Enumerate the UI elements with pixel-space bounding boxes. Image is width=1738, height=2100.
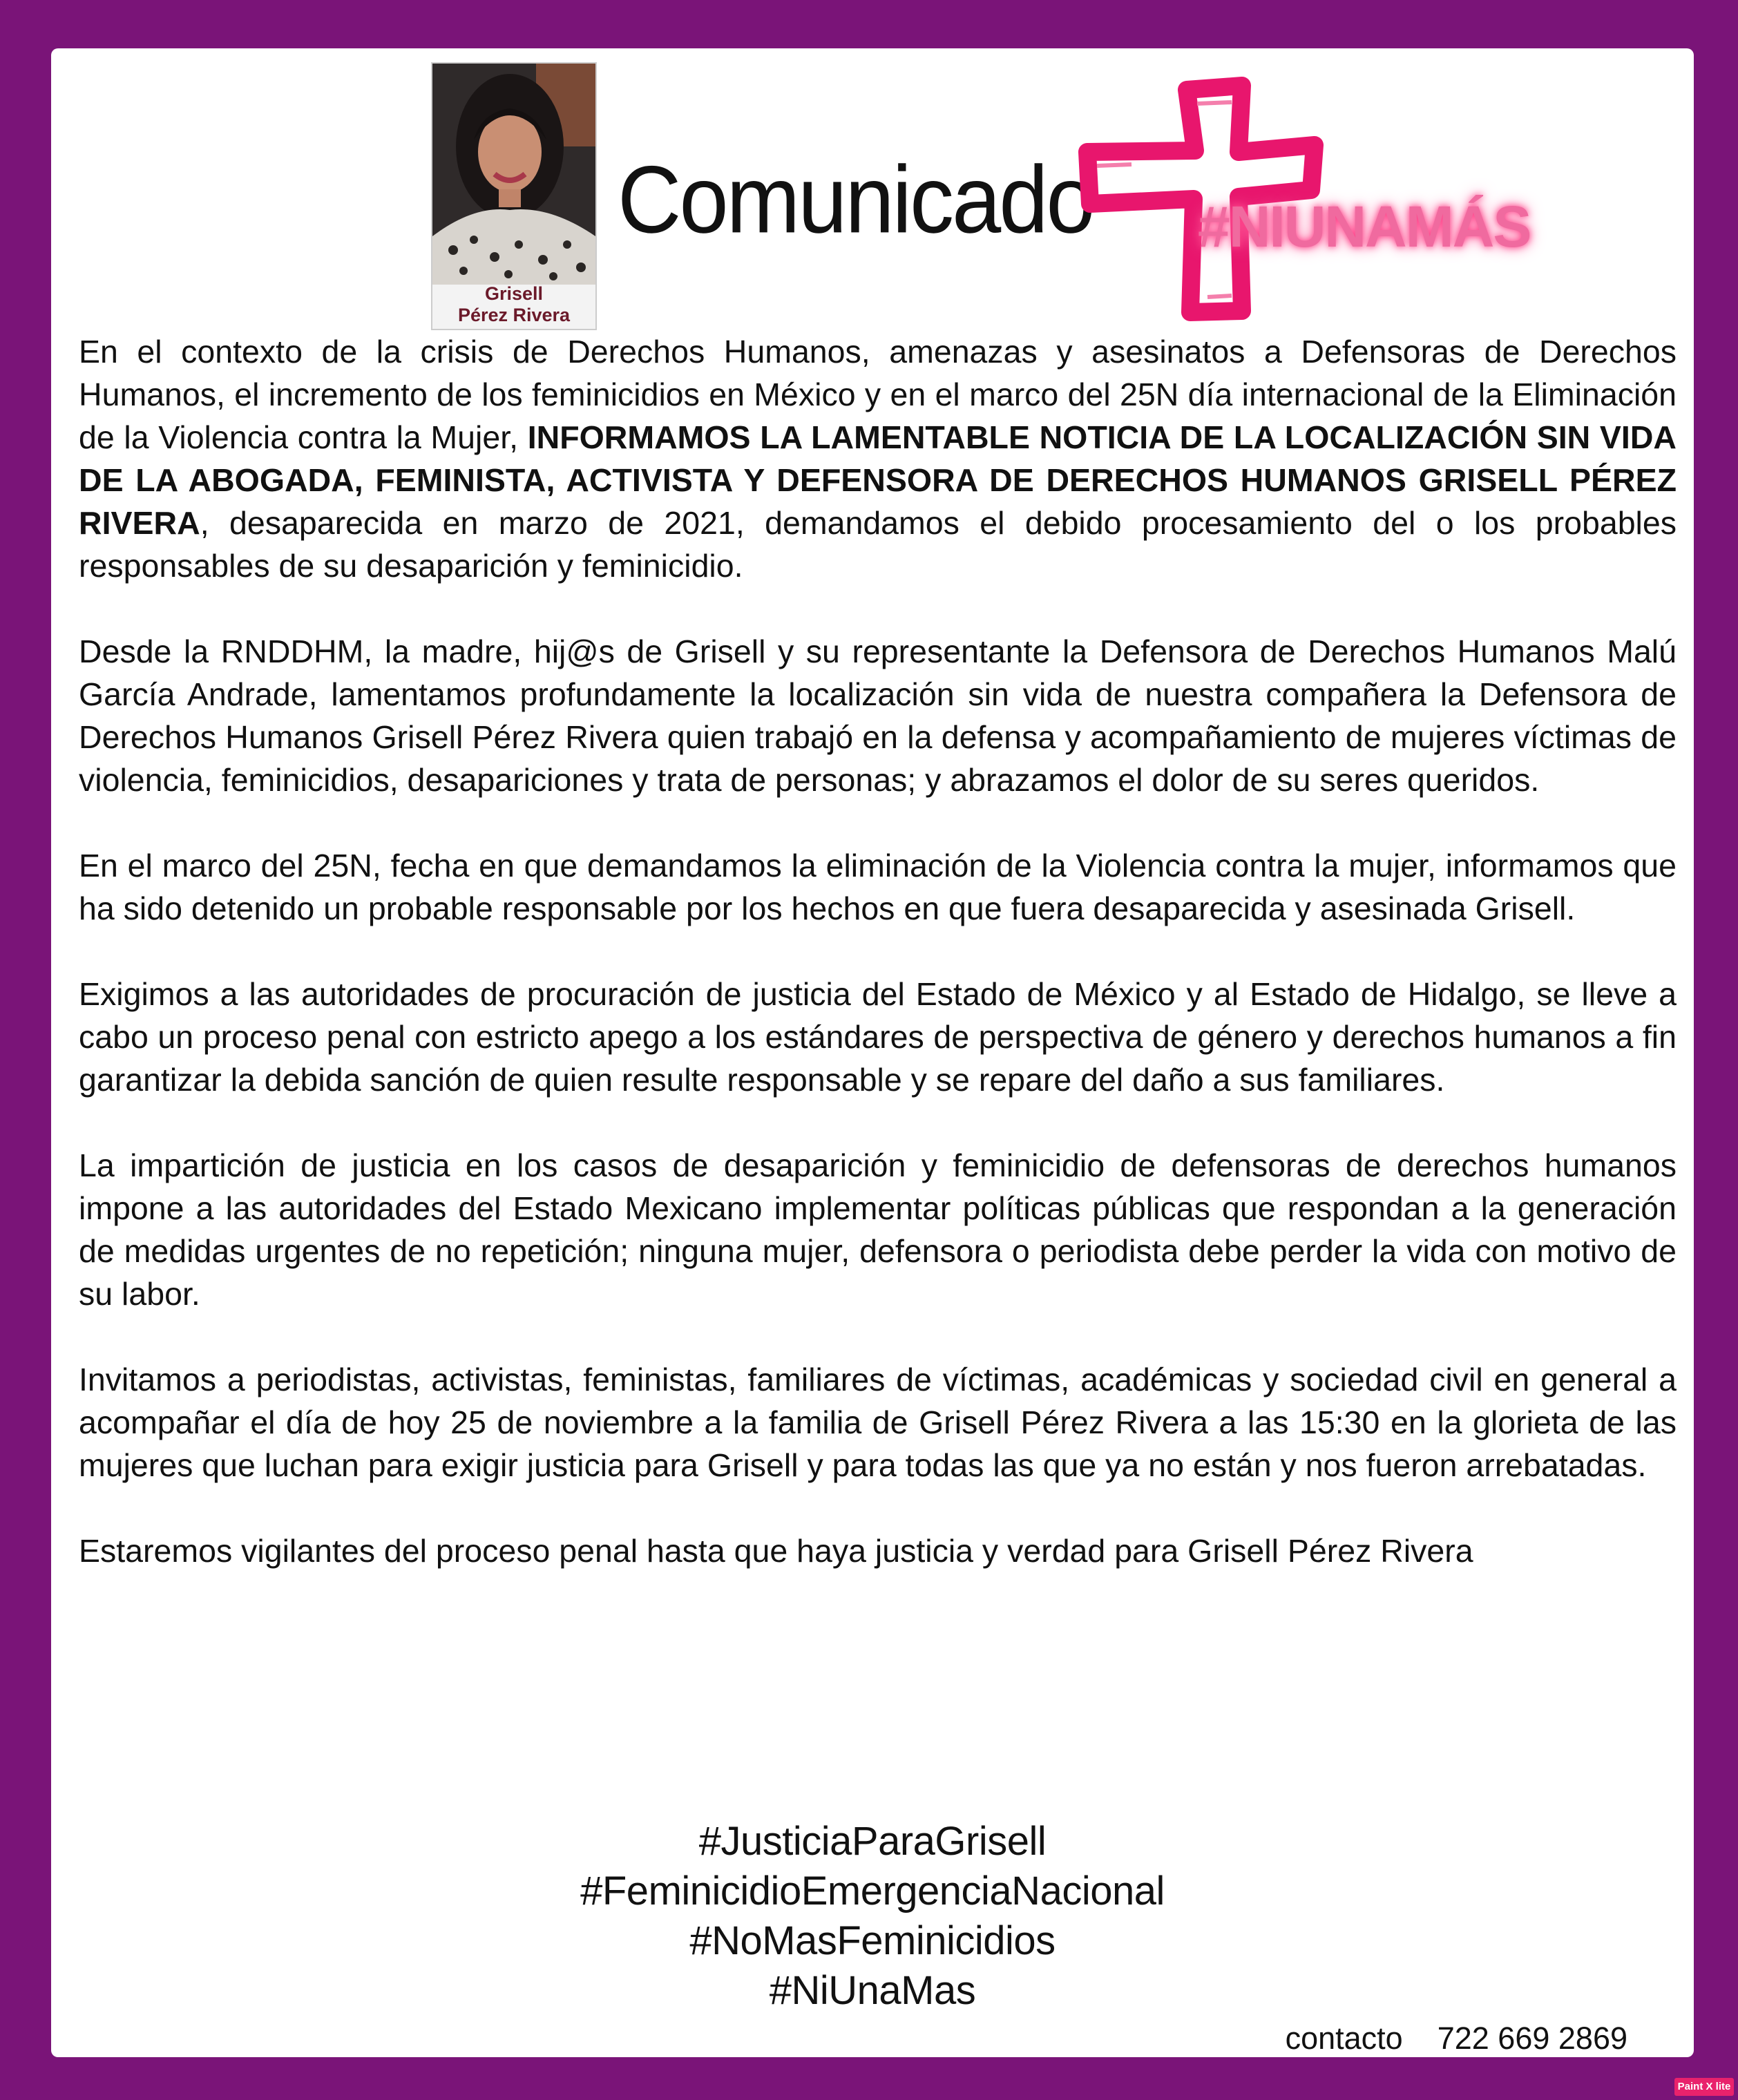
photo-caption <box>432 283 595 326</box>
photo-caption-surname: Pérez Rivera <box>457 305 571 325</box>
hashtag-item: #NoMasFeminicidios <box>689 1918 1056 1963</box>
watermark-badge: Paint X lite <box>1674 2078 1734 2096</box>
paragraph-3: En el marco del 25N, fecha en que demandamos la eliminación de la Violencia contra la mujer, informamos que ha sido detenido un probable responsable por los hechos en que fuera desaparecida y asesinada Grisell. <box>79 848 1677 926</box>
communique-card <box>51 48 1694 2057</box>
paragraph-1-announcement: INFORMAMOS LA LAMENTABLE NOTICIA DE LA LOCALIZACIÓN SIN VIDA DE LA ABOGADA, FEMINISTA, ACTIVISTA Y DEFENSORA DE DERECHOS HUMANOS GRISELL PÉREZ RIVERA <box>79 419 1677 541</box>
hashtag-item: #JusticiaParaGrisell <box>698 1819 1047 1864</box>
portrait-photo <box>431 62 597 330</box>
paragraph-5: La impartición de justicia en los casos de desaparición y feminicidio de defensoras de derechos humanos impone a las autoridades del Estado Mexicano implementar políticas públicas que respondan a la generación de medidas urgentes de no repetición; ninguna mujer, defensora o periodista debe perder la vida con motivo de su labor. <box>79 1147 1677 1312</box>
hashtag-list <box>51 1817 1694 2016</box>
niunamas-neon-hashtag: #NIUNAMÁS <box>1198 194 1531 259</box>
paragraph-7: Estaremos vigilantes del proceso penal hasta que haya justicia y verdad para Grisell Pérez Rivera <box>79 1533 1473 1569</box>
paragraph-4: Exigimos a las autoridades de procuración de justicia del Estado de México y al Estado de Hidalgo, se lleve a cabo un proceso penal con estricto apego a los estándares de perspectiva de género y derechos humanos a fin garantizar la debida sanción de quien resulte responsable y se repare del daño a sus familiares. <box>79 976 1677 1098</box>
hashtag-item: #NiUnaMas <box>769 1968 976 2013</box>
hashtag-item: #FeminicidioEmergenciaNacional <box>580 1869 1165 1913</box>
portrait-illustration <box>432 64 595 285</box>
page-title: Comunicado <box>618 146 1094 254</box>
photo-caption-name: Grisell <box>484 283 544 304</box>
paragraph-6: Invitamos a periodistas, activistas, feministas, familiares de víctimas, académicas y sociedad civil en general a acompañar el día de hoy 25 de noviembre a la familia de Grisell Pérez Rivera a las 15:30 en la glorieta de las mujeres que luchan para exigir justicia para Grisell y para todas las que ya no están y nos fueron arrebatadas. <box>79 1362 1677 1483</box>
paragraph-2: Desde la RNDDHM, la madre, hij@s de Grisell y su representante la Defensora de Derechos Humanos Malú García Andrade, lamentamos profundamente la localización sin vida de nuestra compañera la Defensora de Derechos Humanos Grisell Pérez Rivera quien trabajó en la defensa y acompañamiento de mujeres víctimas de violencia, feminicidios, desapariciones y trata de personas; y abrazamos el dolor de su seres queridos. <box>79 633 1677 798</box>
paragraph-1-intro: En el contexto de la crisis de Derechos Humanos, amenazas y asesinatos a Defensoras de Derechos Humanos, el incremento de los feminicidios en México y en el marco del 25N día internacional de la Eliminación de la Violencia contra la Mujer, <box>79 334 1677 455</box>
contact-line <box>1286 2021 1627 2056</box>
paragraph-1-end: , desaparecida en marzo de 2021, demandamos el debido procesamiento del o los probables responsables de su desaparición y feminicidio. <box>79 505 1677 584</box>
communique-body <box>79 330 1677 1615</box>
contact-label: contacto <box>1285 2021 1403 2056</box>
contact-phone: 722 669 2869 <box>1437 2021 1627 2056</box>
paragraph-1 <box>79 330 1677 587</box>
